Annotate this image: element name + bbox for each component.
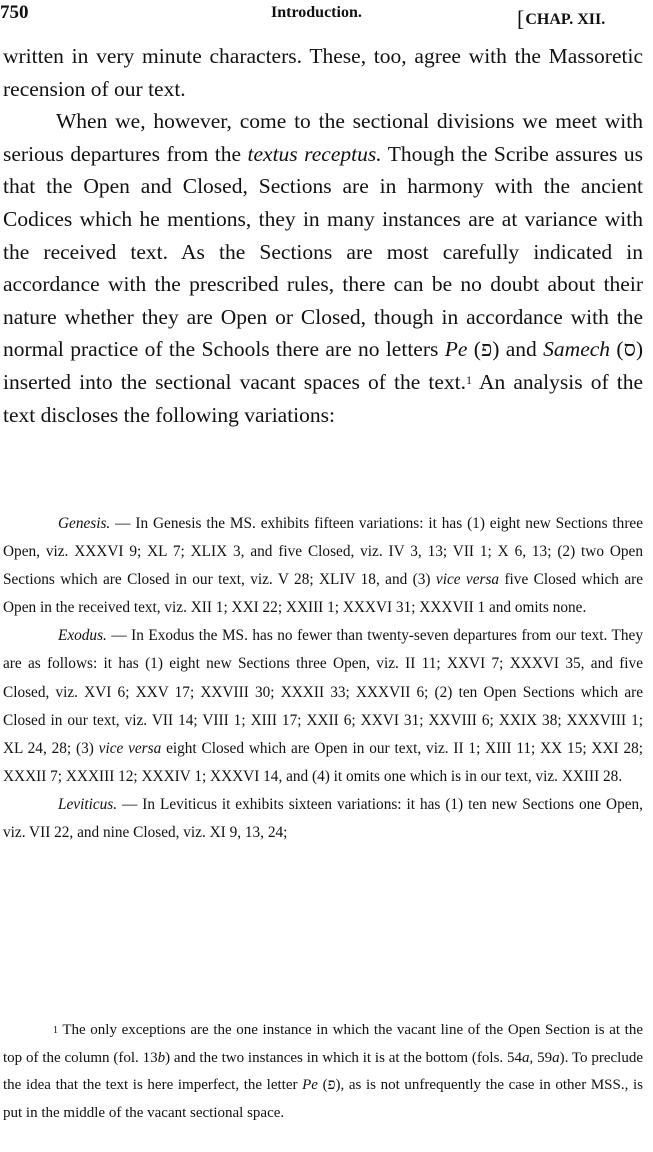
footnote-text-e: , 59 bbox=[529, 1049, 553, 1066]
p2-italic-samech: Samech bbox=[543, 337, 611, 362]
p2-pe-glyph: (פ) and bbox=[467, 337, 544, 362]
exodus-text-b: eight Closed which are Open in our text, viz. II 1; XIII 11; XX 15; XXI 28; XXXII 7; XXXIII 12; XXXIV 1; XXXVI 14, and (4) it omits one which is in our text, viz. XXIII 28. bbox=[3, 739, 643, 785]
running-title: Introduction. bbox=[271, 4, 362, 21]
footnote-italic-b: b bbox=[157, 1049, 166, 1066]
leviticus-text-a: — In Leviticus it exhibits sixteen variations: it has (1) ten new Sections one Open, viz. VII 22, and nine Closed, viz. XI 9, 13, 24; bbox=[3, 795, 643, 842]
exodus-paragraph bbox=[3, 622, 643, 791]
footnote-italic-pe: Pe bbox=[302, 1077, 318, 1093]
running-header bbox=[0, 0, 653, 31]
leviticus-name: Leviticus. bbox=[58, 795, 118, 813]
paragraph-2 bbox=[3, 105, 643, 431]
chapter-text: CHAP. XII. bbox=[525, 11, 606, 28]
chapter-label bbox=[517, 4, 605, 30]
p2-italic-textus: textus receptus. bbox=[247, 141, 382, 166]
footnote-italic-a1: a bbox=[522, 1049, 530, 1066]
exodus-vice-versa: vice versa bbox=[98, 739, 162, 757]
main-text bbox=[3, 40, 643, 431]
footnote-text-i: (פ), as is not unfrequently the case in other MSS., is put in the middle of the vacant sectional space. bbox=[3, 1077, 643, 1121]
genesis-paragraph bbox=[3, 510, 643, 622]
variations-notes bbox=[3, 510, 643, 847]
footnote bbox=[3, 1017, 643, 1127]
footnote-reference: 1 bbox=[466, 372, 473, 387]
exodus-text-a: — In Exodus the MS. has no fewer than twenty-seven departures from our text. They are as follows: it has (1) eight new Sections three Open, viz. II 11; XXVI 7; XXXVI 35, and five Closed, viz. XVI 6; XXV 17; XXVIII 30; XXXII 33; XXXVII 6; (2) ten Open Sections which are Closed in our text, viz. VII 14; VIII 1; XIII 17; XXII 6; XXVI 31; XXVIII 6; XXIX 38; XXXVIII 1; XL 24, 28; (3) bbox=[3, 627, 643, 757]
exodus-name: Exodus. bbox=[58, 627, 107, 645]
footnote-text-a: The only exceptions are the one instance in which the vacant line of the Open Section is at the top of the column (fol. 13 bbox=[3, 1022, 643, 1066]
footnote-text-g: ). To preclude the idea that the text is here imperfect, the letter bbox=[3, 1049, 643, 1093]
leviticus-paragraph bbox=[3, 791, 643, 847]
genesis-text-a: — In Genesis the MS. exhibits fifteen variations: it has (1) eight new Sections three Open, viz. XXXVI 9; XL 7; XLIX 3, and five Closed, viz. IV 3, 13; VII 1; X 6, 13; (2) two Open Sections which are Closed in our text, viz. V 28; XLIV 18, and (3) bbox=[3, 515, 643, 589]
p2-italic-pe: Pe bbox=[444, 337, 468, 362]
chapter-bracket: [ bbox=[517, 6, 525, 31]
footnote-text-c: ) and the two instances in which it is at the bottom (fols. 54 bbox=[165, 1049, 522, 1066]
genesis-text-b: five Closed which are Open in the received text, viz. XII 1; XXI 22; XXIII 1; XXXVI 31; XXXVII 1 and omits none. bbox=[3, 571, 643, 617]
genesis-name: Genesis. bbox=[58, 515, 111, 532]
footnote-paragraph bbox=[3, 1017, 643, 1127]
paragraph-1: written in very minute characters. These, too, agree with the Massoretic recension of our text. bbox=[3, 44, 643, 101]
p2-samech-glyph: (ס) inserted into the sectional vacant spaces of the text. bbox=[3, 337, 643, 394]
genesis-vice-versa: vice versa bbox=[435, 571, 500, 589]
p2-text-b: Though the Scribe assures us that the Open and Closed, Sections are in harmony with the ancient Codices which he mentions, they in many instances are at variance with the received text. As the Sections are most carefully indicated in accordance with the prescribed rules, there can be no doubt about their nature whether they are Open or Closed, though in accordance with the normal practice of the Schools there are no letters bbox=[3, 141, 644, 362]
p2-text-c: An analysis of the text discloses the following variations: bbox=[3, 369, 643, 427]
p2-text-a: When we, however, come to the sectional divisions we meet with serious departures from the bbox=[3, 109, 643, 166]
page-number: 750 bbox=[0, 2, 29, 23]
footnote-mark: 1 bbox=[53, 1025, 58, 1036]
footnote-italic-a2: a bbox=[552, 1049, 560, 1066]
